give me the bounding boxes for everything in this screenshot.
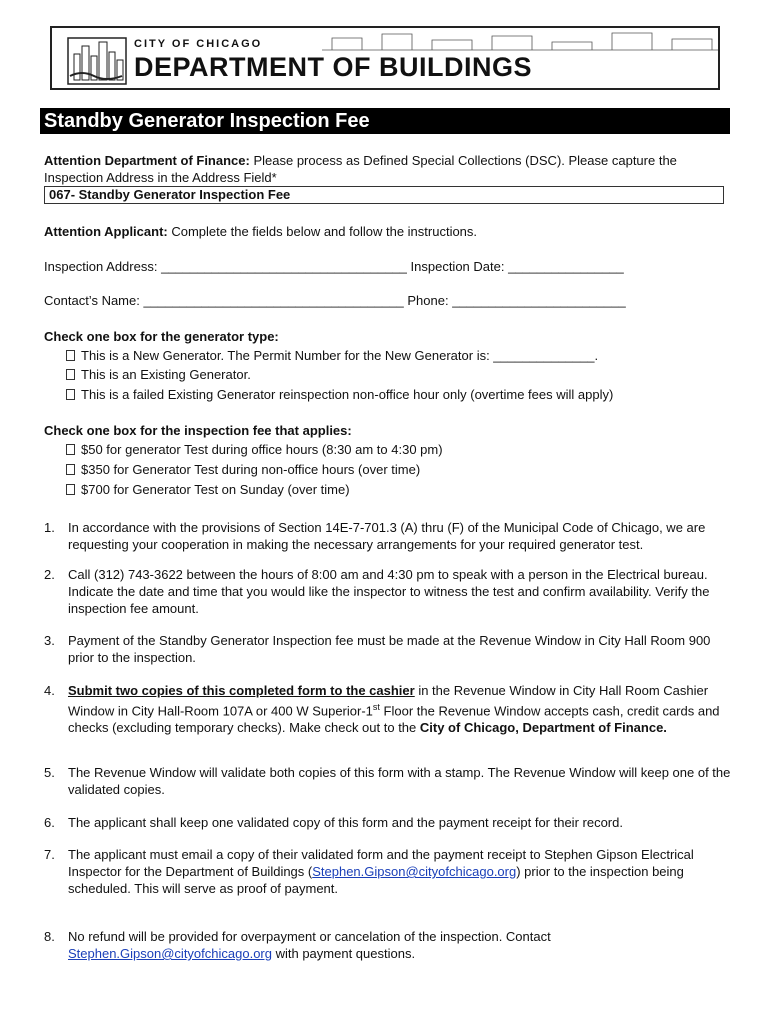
department-header: [50, 26, 720, 90]
instruction-number: 3.: [44, 633, 55, 648]
instruction-text-part: The applicant must email a copy of their validated form and the payment receipt to Stephen Gipson Electrical Inspector for the Department of Buildings (: [68, 847, 694, 879]
instruction-number: 1.: [44, 520, 55, 535]
contact-name-field[interactable]: Contact’s Name: ____________________________________: [44, 293, 404, 308]
finance-note-text: Please process as Defined Special Collections (DSC). Please capture the Inspection Address in the Address Field*: [44, 153, 677, 185]
generator-option-existing-label: This is an Existing Generator.: [81, 367, 251, 382]
fee-option-700[interactable]: [66, 481, 350, 498]
instruction-item: [44, 928, 734, 962]
generator-option-failed[interactable]: [66, 386, 613, 403]
inspection-address-field[interactable]: Inspection Address: __________________________________: [44, 259, 407, 274]
instruction-text-part: No refund will be provided for overpayment or cancelation of the inspection. Contact: [68, 929, 551, 944]
contact-phone-row: [44, 292, 734, 309]
instruction-item: [44, 632, 734, 666]
instruction-text: [68, 928, 734, 962]
instruction-text: The applicant shall keep one validated copy of this form and the payment receipt for their record.: [68, 815, 623, 830]
fee-option-350-label: $350 for Generator Test during non-office hours (over time): [81, 462, 421, 477]
generator-option-existing[interactable]: [66, 366, 251, 383]
applicant-note-label: Attention Applicant:: [44, 224, 168, 239]
department-title: DEPARTMENT OF BUILDINGS: [134, 52, 532, 82]
email-link[interactable]: Stephen.Gipson@cityofchicago.org: [312, 864, 517, 879]
instruction-text-part: Floor the Revenue Window accepts cash, credit cards and checks (excluding temporary checks). Make check out to the: [68, 703, 720, 736]
instruction-text: The Revenue Window will validate both copies of this form with a stamp. The Revenue Window will keep one of the validated copies.: [68, 765, 731, 797]
form-title: Standby Generator Inspection Fee: [40, 108, 730, 134]
checkbox-fee-700[interactable]: [66, 484, 75, 495]
applicant-note: [44, 223, 734, 240]
email-link[interactable]: Stephen.Gipson@cityofchicago.org: [68, 946, 272, 961]
phone-field[interactable]: Phone: ________________________: [407, 293, 626, 308]
instruction-number: 8.: [44, 929, 55, 944]
applicant-note-text: Complete the fields below and follow the instructions.: [171, 224, 478, 239]
skyline-drawing-icon: [322, 30, 718, 52]
checkbox-fee-350[interactable]: [66, 464, 75, 475]
instruction-item: [44, 566, 734, 617]
city-of-chicago-label: CITY OF CHICAGO: [134, 38, 263, 50]
instruction-item: [44, 846, 734, 897]
checkbox-existing-generator[interactable]: [66, 369, 75, 380]
generator-option-new[interactable]: [66, 347, 598, 364]
payee-name: City of Chicago, Department of Finance.: [419, 720, 667, 736]
fee-code-box: 067- Standby Generator Inspection Fee: [44, 186, 724, 204]
finance-note-label: Attention Department of Finance:: [44, 153, 250, 168]
generator-option-new-label: This is a New Generator. The Permit Number for the New Generator is: ______________.: [81, 348, 599, 363]
instruction-text-part: with payment questions.: [271, 946, 416, 961]
ordinal-suffix: st: [372, 702, 380, 712]
instruction-emphasis: Submit two copies of this completed form to the cashier: [68, 683, 415, 698]
instruction-item: [44, 519, 734, 553]
fee-type-heading-text: Check one box for the inspection fee that applies:: [44, 423, 352, 438]
checkbox-failed-reinspection[interactable]: [66, 389, 75, 400]
address-date-row: [44, 258, 734, 275]
instruction-text-part: ) prior to the inspection being scheduled. This will serve as proof of payment.: [68, 864, 684, 896]
generator-type-heading-text: Check one box for the generator type:: [44, 329, 279, 344]
checkbox-fee-50[interactable]: [66, 444, 75, 455]
instruction-text: [68, 682, 734, 736]
city-skyline-logo-icon: [66, 36, 128, 86]
fee-option-50[interactable]: [66, 441, 443, 458]
fee-option-50-label: $50 for generator Test during office hours (8:30 am to 4:30 pm): [81, 442, 443, 457]
instruction-number: 6.: [44, 815, 55, 830]
instruction-item: [44, 682, 734, 736]
instruction-number: 4.: [44, 683, 55, 698]
instruction-number: 5.: [44, 765, 55, 780]
generator-type-heading: [44, 328, 734, 345]
instruction-number: 2.: [44, 567, 55, 582]
instruction-number: 7.: [44, 847, 55, 862]
instruction-text: [68, 846, 734, 897]
checkbox-new-generator[interactable]: [66, 350, 75, 361]
fee-option-350[interactable]: [66, 461, 420, 478]
instruction-text-part: in the Revenue Window in City Hall Room Cashier Window in City Hall-Room 107A or 400 W Superior-1: [68, 683, 709, 719]
instruction-item: [44, 814, 734, 831]
instruction-text: Payment of the Standby Generator Inspection fee must be made at the Revenue Window in City Hall Room 900 prior to the inspection.: [68, 633, 711, 665]
instruction-item: [44, 764, 734, 798]
inspection-date-field[interactable]: Inspection Date: ________________: [410, 259, 624, 274]
generator-option-failed-label: This is a failed Existing Generator reinspection non-office hour only (overtime fees will apply): [81, 387, 614, 402]
finance-note: [44, 152, 734, 186]
fee-option-700-label: $700 for Generator Test on Sunday (over time): [81, 482, 350, 497]
instruction-text: Call (312) 743-3622 between the hours of 8:00 am and 4:30 pm to speak with a person in the Electrical bureau. Indicate the date and time that you would like the inspector to witness the test and confirm availability. Verify the inspection fee amount.: [68, 567, 710, 616]
fee-type-heading: [44, 422, 734, 439]
instruction-text: In accordance with the provisions of Section 14E-7-701.3 (A) thru (F) of the Municipal Code of Chicago, we are requesting your cooperation in making the necessary arrangements for your required generator test.: [68, 520, 706, 552]
